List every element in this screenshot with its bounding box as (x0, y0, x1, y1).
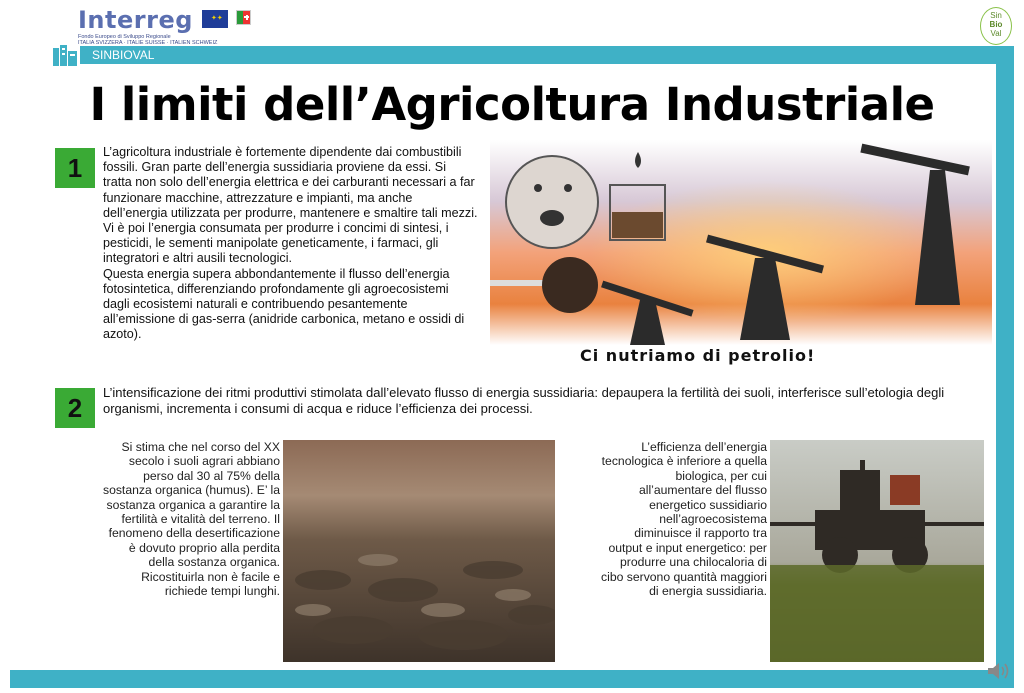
section1-text (103, 145, 478, 343)
section1-paragraph-1: L’agricoltura industriale è fortemente dipendente dai combustibili fossili. Gran parte dell’energia sussidiaria proviene da essi. Si tratta non solo dell’energia elettrica e dei carburanti necessari a far funzionare macchine, attrezzature e impianti, ma anche dell’energia utilizzata per produrre, mantenere e smaltire tali mezzi. (103, 145, 478, 220)
tractor-spraying-image (770, 440, 984, 662)
sinbioval-logo-bio: Bio (989, 20, 1003, 29)
section-label: SINBIOVAL (92, 48, 155, 62)
section-number-1: 1 (55, 148, 95, 188)
interreg-logo (78, 6, 253, 44)
interreg-logo-text: Interreg (78, 6, 193, 34)
swiss-italy-flag-icon (236, 10, 251, 25)
section-number-2: 2 (55, 388, 95, 428)
section2-intro-text: L’intensificazione dei ritmi produttivi stimolata dall’elevato flusso di energia sussidiaria: depaupera la fertilità dei suoli, interferisce sull’etologia degli organismi, incrementa i consumi di acqua e riduce l’efficienza dei processi. (103, 385, 945, 416)
right-band (996, 64, 1014, 670)
interreg-subtitle-line1: Fondo Europeo di Sviluppo Regionale (78, 34, 171, 40)
speaker-icon[interactable] (986, 660, 1010, 682)
page-title: I limiti dell’Agricoltura Industriale (89, 78, 935, 131)
sinbioval-logo (980, 7, 1012, 45)
oil-image-caption: Ci nutriamo di petrolio! (580, 346, 816, 365)
plowed-soil-image (283, 440, 555, 662)
top-band (80, 46, 1014, 64)
bottom-band (10, 670, 1014, 688)
section1-paragraph-2: Vi è poi l’energia consumata per produrre i concimi di sintesi, i pesticidi, le sementi manipolate geneticamente, i farmaci, gli integratori e altri ausili tecnologici. (103, 221, 449, 266)
interreg-logo-subtitle (78, 34, 217, 46)
sinbioval-logo-val: Val (990, 29, 1002, 38)
soil-organic-matter-text: Si stima che nel corso del XX secolo i suoli agrari abbiano perso dal 30 al 75% della sostanza organica (humus). E’ la sostanza organica a garantire la fertilità e vitalità del terreno. Il fenomeno della desertificazione è dovuto proprio alla perdita della sostanza organica. Ricostituirla non è facile e richiede tempi lunghi. (102, 440, 280, 599)
section1-paragraph-3: Questa energia supera abbondantemente il flusso dell’energia fotosintetica, differenziando profondamente gli agroecosistemi dagli ecosistemi naturali e contribuendo pesantemente all’emissione di gas-serra (anidride carbonica, metano e ossidi di azoto). (103, 266, 465, 342)
oil-pumps-image (490, 140, 992, 345)
buildings-icon (52, 44, 78, 66)
energy-efficiency-text: L’efficienza dell’energia tecnologica è inferiore a quella biologica, per cui all’aumentare del flusso energetico sussidiario nell’agroecosistema diminuisce il rapporto tra output e input energetico: per produrre una chilocaloria di cibo servono quantità maggiori di energia sussidiaria. (601, 440, 767, 599)
sinbioval-logo-sin: Sin (990, 11, 1002, 20)
eu-flag-icon: ✦✦ (202, 10, 228, 28)
interreg-subtitle-line2: ITALIA SVIZZERA · ITALIE SUISSE · ITALIEN SCHWEIZ (78, 40, 218, 46)
